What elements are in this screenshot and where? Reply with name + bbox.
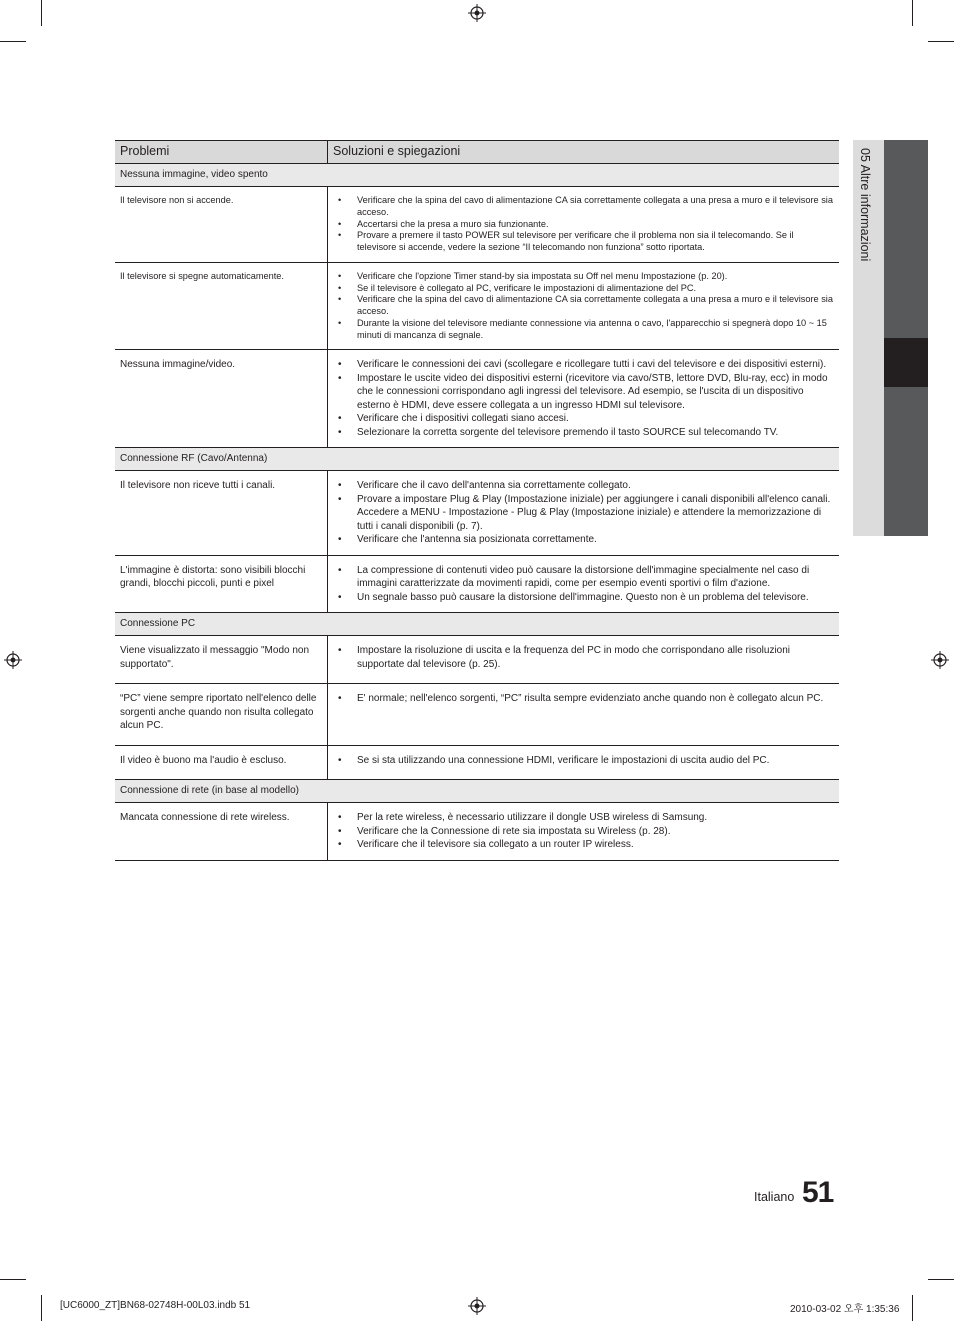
section-title: Connessione di rete (in base al modello)	[115, 780, 839, 803]
solution-cell	[328, 471, 840, 556]
table-row	[115, 636, 839, 684]
solution-cell	[328, 262, 840, 350]
solution-cell	[328, 555, 840, 613]
registration-mark-icon	[931, 651, 949, 669]
solution-list	[338, 811, 835, 852]
section-title: Nessuna immagine, video spento	[115, 164, 839, 187]
solution-item: • Impostare le uscite video dei dispositivi esterni (ricevitore via cavo/STB, lettore DVD, Blu-ray, ecc) in modo che le connessioni corrispondano agli ingressi del televisore. Ad esempio, se l'uscita di un dispositivo esterno è HDMI, deve essere collegata a un ingresso HDMI sul televisore.	[338, 372, 835, 413]
solution-item: • Durante la visione del televisore mediante connessione via antenna o cavo, l'apparecchio si spegnerà dopo 10 ~ 15 minuti di mancanza di segnale.	[338, 318, 835, 342]
table-row	[115, 262, 839, 350]
table-row	[115, 684, 839, 746]
page-number: 51	[802, 1176, 834, 1209]
registration-mark-icon	[4, 651, 22, 669]
solution-cell	[328, 803, 840, 861]
crop-mark	[41, 1295, 42, 1321]
solution-item: • Se il televisore è collegato al PC, verificare le impostazioni di alimentazione del PC.	[338, 283, 835, 295]
chapter-tab-marker	[884, 338, 928, 387]
solution-list	[338, 754, 835, 768]
solution-item: • Verificare che il cavo dell'antenna sia correttamente collegato.	[338, 479, 835, 493]
table-row	[115, 350, 839, 448]
table-row	[115, 187, 839, 263]
problem-cell: “PC” viene sempre riportato nell'elenco delle sorgenti anche quando non risulta collegato alcun PC.	[115, 684, 328, 746]
registration-mark-icon	[468, 4, 486, 22]
solution-cell	[328, 187, 840, 263]
solution-item: • Un segnale basso può causare la distorsione dell'immagine. Questo non è un problema del televisore.	[338, 591, 835, 605]
crop-mark	[928, 1279, 954, 1280]
solution-cell	[328, 350, 840, 448]
problem-cell: L'immagine è distorta: sono visibili blocchi grandi, blocchi piccoli, punti e pixel	[115, 555, 328, 613]
crop-mark	[41, 0, 42, 26]
solution-list	[338, 358, 835, 439]
footer-language: Italiano	[754, 1190, 795, 1204]
print-slug-file: [UC6000_ZT]BN68-02748H-00L03.indb 51	[60, 1300, 251, 1311]
solution-item: • Verificare che la Connessione di rete sia impostata su Wireless (p. 28).	[338, 825, 835, 839]
troubleshooting-table	[115, 140, 839, 861]
solution-item: • E' normale; nell'elenco sorgenti, “PC” risulta sempre evidenziato anche quando non è collegato alcun PC.	[338, 692, 835, 706]
solution-list	[338, 564, 835, 605]
section-row	[115, 780, 839, 803]
solution-item: • Verificare che il televisore sia collegato a un router IP wireless.	[338, 838, 835, 852]
chapter-title: 05 Altre informazioni	[858, 148, 872, 262]
crop-mark	[0, 41, 26, 42]
problem-cell: Nessuna immagine/video.	[115, 350, 328, 448]
crop-mark	[928, 41, 954, 42]
section-row	[115, 613, 839, 636]
problem-cell: Il televisore si spegne automaticamente.	[115, 262, 328, 350]
section-row	[115, 448, 839, 471]
solution-item: • Verificare che la spina del cavo di alimentazione CA sia correttamente collegata a una presa a muro e il televisore sia acceso.	[338, 195, 835, 219]
solution-item: • Accertarsi che la presa a muro sia funzionante.	[338, 219, 835, 231]
solution-item: • Verificare che la spina del cavo di alimentazione CA sia correttamente collegata a una presa a muro e il televisore sia acceso.	[338, 294, 835, 318]
solution-list	[338, 271, 835, 342]
solution-cell	[328, 636, 840, 684]
section-title: Connessione PC	[115, 613, 839, 636]
registration-mark-icon	[468, 1297, 486, 1315]
solution-item: • Selezionare la corretta sorgente del televisore premendo il tasto SOURCE sul telecomando TV.	[338, 426, 835, 440]
solution-cell	[328, 684, 840, 746]
solution-item: • Verificare che l'opzione Timer stand-by sia impostata su Off nel menu Impostazione (p. 20).	[338, 271, 835, 283]
print-slug-date: 2010-03-02 오후 1:35:36	[790, 1304, 900, 1315]
solution-item: • Verificare che l'antenna sia posizionata correttamente.	[338, 533, 835, 547]
solution-item: • Per la rete wireless, è necessario utilizzare il dongle USB wireless di Samsung.	[338, 811, 835, 825]
solution-item: • Provare a premere il tasto POWER sul televisore per verificare che il problema non sia il telecomando. Se il televisore si accende, vedere la sezione “Il telecomando non funziona” sotto riportata.	[338, 230, 835, 254]
solution-list	[338, 195, 835, 254]
problem-cell: Il video è buono ma l'audio è escluso.	[115, 745, 328, 780]
solution-item: • Verificare le connessioni dei cavi (scollegare e ricollegare tutti i cavi del televisore e dei dispositivi esterni).	[338, 358, 835, 372]
table-row	[115, 803, 839, 861]
column-header-problems: Problemi	[115, 141, 328, 164]
section-row	[115, 164, 839, 187]
crop-mark	[912, 1295, 913, 1321]
problem-cell: Mancata connessione di rete wireless.	[115, 803, 328, 861]
solution-list	[338, 479, 835, 547]
solution-list	[338, 692, 835, 706]
crop-mark	[0, 1279, 26, 1280]
solution-item: • Se si sta utilizzando una connessione HDMI, verificare le impostazioni di uscita audio del PC.	[338, 754, 835, 768]
table-row	[115, 471, 839, 556]
crop-mark	[912, 0, 913, 26]
solution-cell	[328, 745, 840, 780]
solution-item: • Verificare che i dispositivi collegati siano accesi.	[338, 412, 835, 426]
table-body	[115, 164, 839, 861]
table-row	[115, 745, 839, 780]
solution-item: • Impostare la risoluzione di uscita e la frequenza del PC in modo che corrispondano alle risoluzioni supportate dal televisore (p. 25).	[338, 644, 835, 671]
solution-item: • Provare a impostare Plug & Play (Impostazione iniziale) per aggiungere i canali disponibili all'elenco canali. Accedere a MENU - Impostazione - Plug & Play (Impostazione iniziale) e attendere la memorizzazione di tutti i canali disponibili (p. 7).	[338, 493, 835, 534]
problem-cell: Viene visualizzato il messaggio "Modo non supportato".	[115, 636, 328, 684]
solution-item: • La compressione di contenuti video può causare la distorsione dell'immagine specialmente nel caso di immagini caratterizzate da movimenti rapidi, come per esempio eventi sportivi o film d'azione.	[338, 564, 835, 591]
table-header-row	[115, 141, 839, 164]
column-header-solutions: Soluzioni e spiegazioni	[328, 141, 840, 164]
problem-cell: Il televisore non si accende.	[115, 187, 328, 263]
table-row	[115, 555, 839, 613]
solution-list	[338, 644, 835, 671]
section-title: Connessione RF (Cavo/Antenna)	[115, 448, 839, 471]
problem-cell: Il televisore non riceve tutti i canali.	[115, 471, 328, 556]
